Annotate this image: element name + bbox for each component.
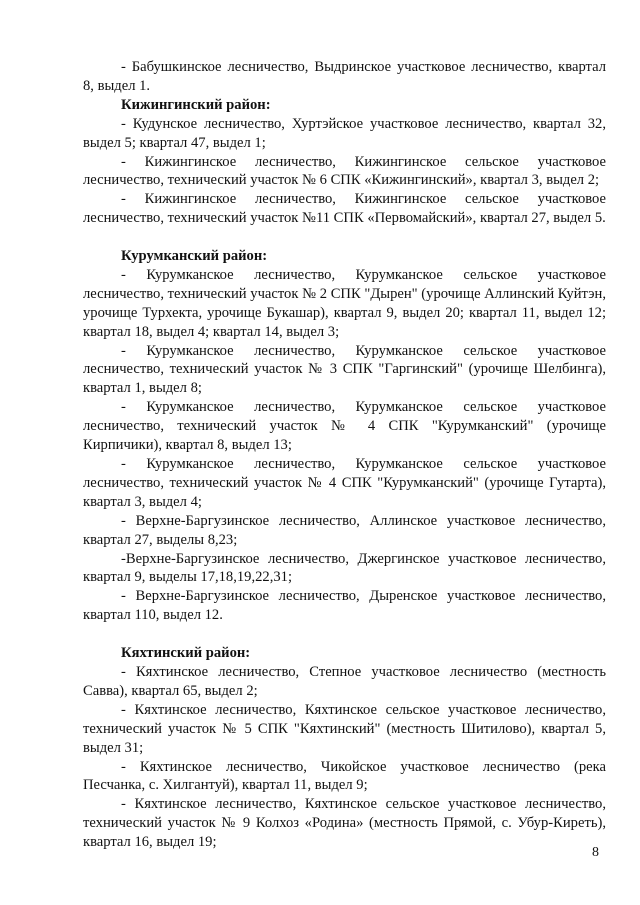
intro-item-1: - Бабушкинское лесничество, Выдринское участковое лесничество, квартал 8, выдел 1.	[83, 59, 606, 94]
list-item: - Верхне-Баргузинское лесничество, Аллинское участковое лесничество, квартал 27, выделы 8,23;	[83, 512, 606, 548]
list-item: - Кижингинское лесничество, Кижингинское сельское участковое лесничество, технический участок №11 СПК «Первомайский», квартал 27, выдел 5.	[83, 191, 606, 227]
section-heading-kurumkansky: Курумканский район:	[121, 248, 268, 265]
list-item: - Кяхтинское лесничество, Кяхтинское сельское участковое лесничество, технический участок № 5 СПК "Кяхтинский" (местность Шитилово), квартал 5, выдел 31;	[83, 701, 606, 756]
list-item: - Верхне-Баргузинское лесничество, Дыренское участковое лесничество, квартал 110, выдел 12.	[83, 588, 606, 624]
section-spacer	[83, 625, 606, 644]
list-item: - Кяхтинское лесничество, Степное участковое лесничество (местность Савва), квартал 65, выдел 2;	[83, 663, 606, 699]
list-item: - Кудунское лесничество, Хуртэйское участковое лесничество, квартал 32, выдел 5; квартал 47, выдел 1;	[83, 115, 606, 151]
section-heading-kyakhtinsky: Кяхтинский район:	[121, 645, 251, 662]
page-number: 8	[592, 845, 599, 860]
document-body	[83, 58, 606, 852]
section-heading-kizhinginsky: Кижингинский район:	[121, 96, 271, 113]
section-spacer	[83, 228, 606, 247]
list-item: - Курумканское лесничество, Курумканское сельское участковое лесничество, технический участок № 3 СПК "Гаргинский" (урочище Шелбинга), квартал 1, выдел 8;	[83, 342, 606, 397]
list-item: - Курумканское лесничество, Курумканское сельское участковое лесничество, технический участок № 4 СПК "Курумканский" (урочище Кирпичики), квартал 8, выдел 13;	[83, 399, 606, 454]
list-item: - Кяхтинское лесничество, Кяхтинское сельское участковое лесничество, технический участок № 9 Колхоз «Родина» (местность Прямой, с. Убур-Киреть), квартал 16, выдел 19;	[83, 796, 606, 851]
list-item: - Курумканское лесничество, Курумканское сельское участковое лесничество, технический участок № 2 СПК "Дырен" (урочище Аллинский Куйтэн, урочище Турхекта, урочище Букашар), квартал 9, выдел 20; квартал 11, выдел 12; квартал 18, выдел 4; квартал 14, выдел 3;	[83, 266, 606, 340]
list-item: -Верхне-Баргузинское лесничество, Джергинское участковое лесничество, квартал 9, выделы 17,18,19,22,31;	[83, 550, 606, 586]
list-item: - Курумканское лесничество, Курумканское сельское участковое лесничество, технический участок № 4 СПК "Курумканский" (урочище Гутарта), квартал 3, выдел 4;	[83, 456, 606, 510]
list-item: - Кижингинское лесничество, Кижингинское сельское участковое лесничество, технический участок № 6 СПК «Кижингинский», квартал 3, выдел 2;	[83, 153, 606, 189]
list-item: - Кяхтинское лесничество, Чикойское участковое лесничество (река Песчанка, с. Хилгантуй), квартал 11, выдел 9;	[83, 758, 606, 794]
